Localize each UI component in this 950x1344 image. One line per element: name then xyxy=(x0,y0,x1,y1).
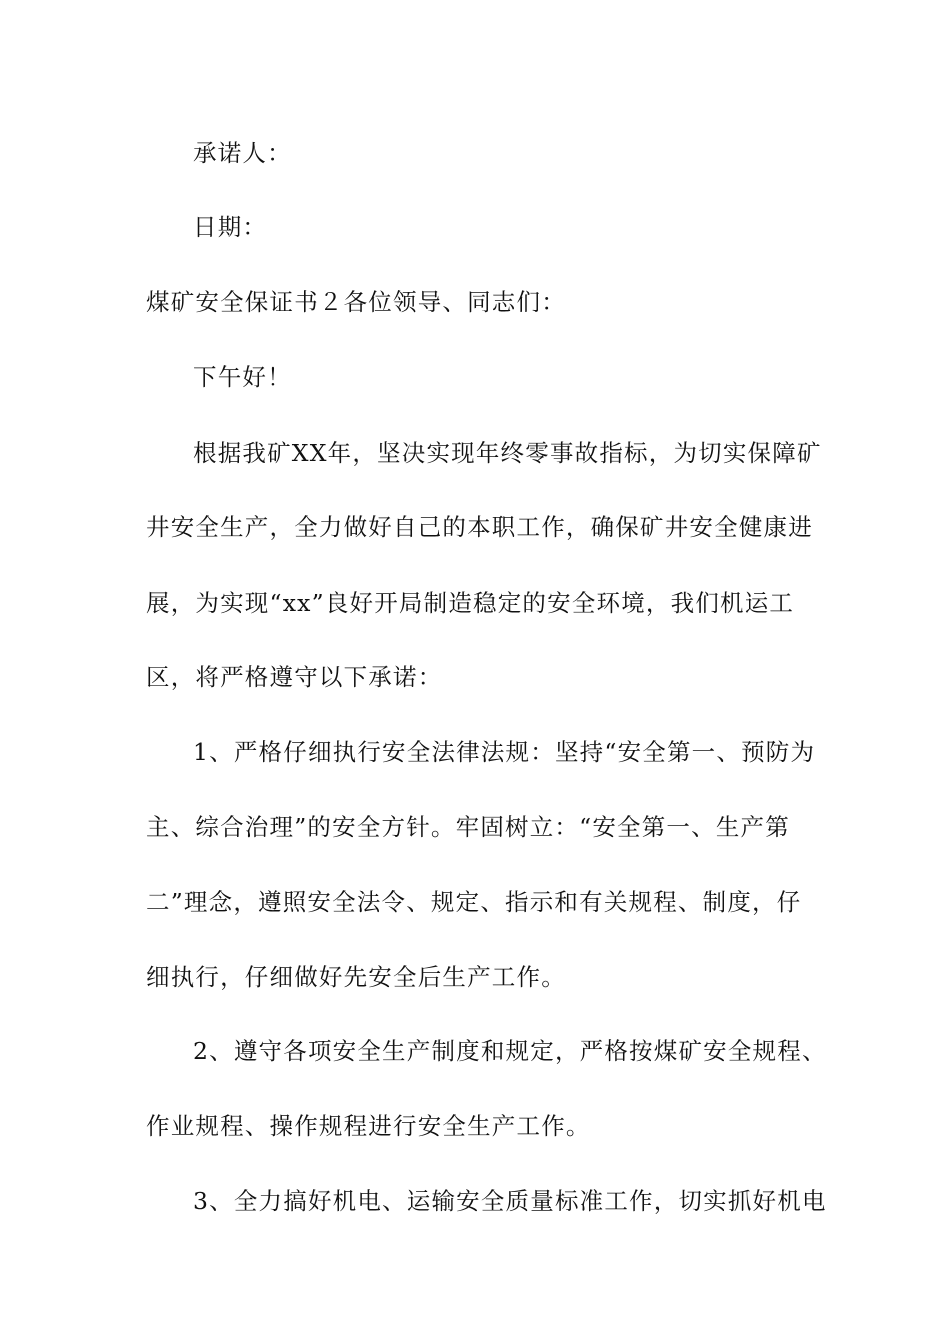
paragraph-line: 井安全生产，全力做好自己的本职工作，确保矿井安全健康进 xyxy=(146,513,813,541)
signatory-line: 承诺人： xyxy=(193,139,292,167)
paragraph-line: 区，将严格遵守以下承诺： xyxy=(146,663,443,691)
paragraph-line: 根据我矿XX年，坚决实现年终零事故指标，为切实保障矿 xyxy=(193,439,822,467)
date-line: 日期： xyxy=(193,213,268,241)
greeting-line: 下午好！ xyxy=(193,363,292,391)
paragraph-line: 作业规程、操作规程进行安全生产工作。 xyxy=(146,1112,591,1140)
paragraph-line: 细执行，仔细做好先安全后生产工作。 xyxy=(146,963,566,991)
paragraph-line: 主、综合治理”的安全方针。牢固树立：“安全第一、生产第 xyxy=(146,813,790,841)
paragraph-line: 展，为实现“xx”良好开局制造稳定的安全环境，我们机运工 xyxy=(146,589,795,617)
document-title-line: 煤矿安全保证书２各位领导、同志们： xyxy=(146,288,566,316)
paragraph-line: 3、全力搞好机电、运输安全质量标准工作，切实抓好机电 xyxy=(193,1187,827,1215)
paragraph-line: 二”理念，遵照安全法令、规定、指示和有关规程、制度，仔 xyxy=(146,888,802,916)
paragraph-line: 1、严格仔细执行安全法律法规：坚持“安全第一、预防为 xyxy=(193,738,816,766)
paragraph-line: 2、遵守各项安全生产制度和规定，严格按煤矿安全规程、 xyxy=(193,1037,827,1065)
